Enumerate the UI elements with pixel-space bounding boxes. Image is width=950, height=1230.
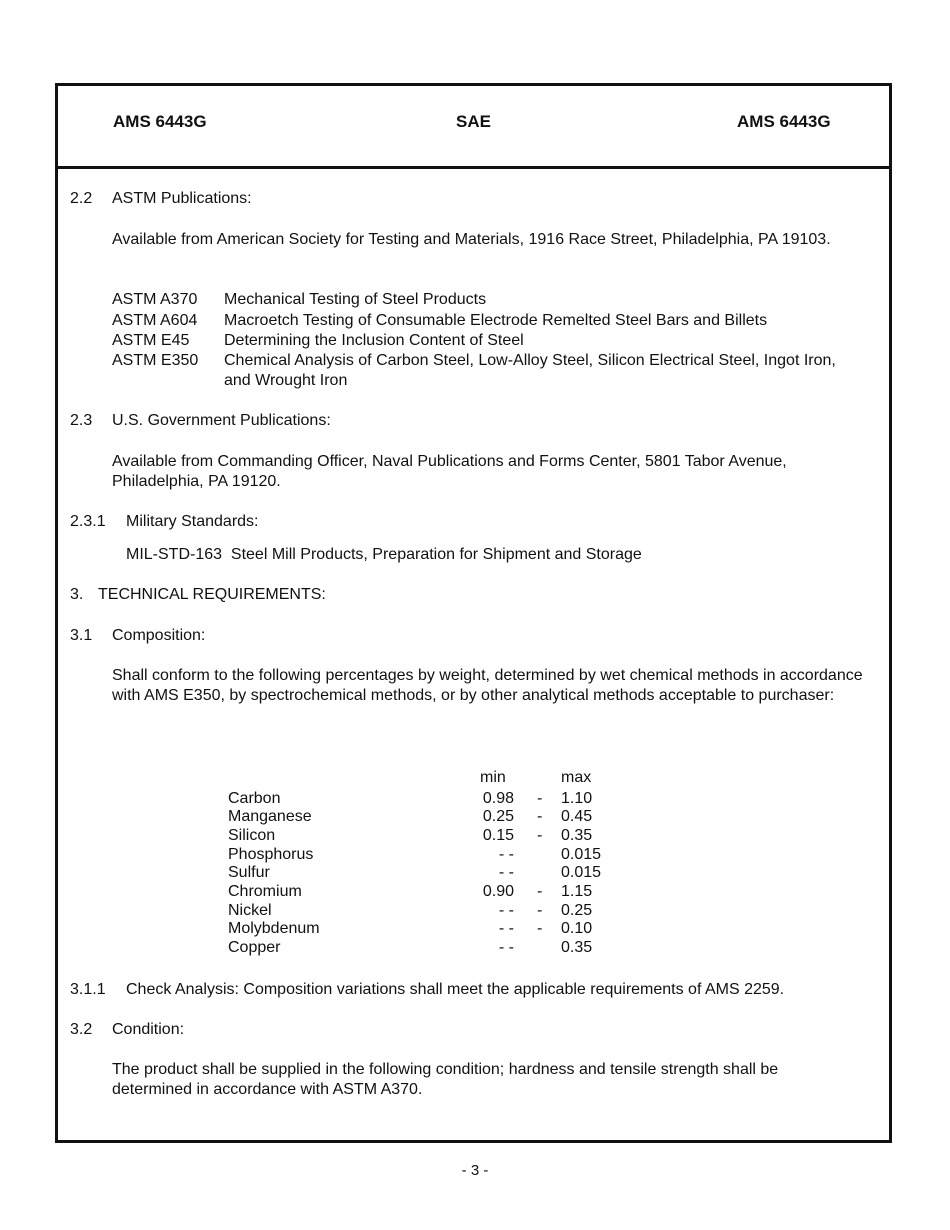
max-value: 0.35 [561, 939, 593, 956]
range-dash: - [537, 883, 543, 900]
max-value: 0.35 [561, 827, 593, 844]
min-value: - - [498, 920, 514, 937]
reference-title: Determining the Inclusion Content of Steel [224, 332, 524, 349]
reference-code: ASTM E350 [112, 352, 199, 369]
min-value: - - [498, 939, 514, 956]
paragraph: Shall conform to the following percentages by weight, determined by wet chemical methods in accordance with AMS E350, by spectrochemical methods, or by other analytical methods acceptable to purchaser: [112, 667, 863, 704]
paragraph: Available from American Society for Testing and Materials, 1916 Race Street, Philadelphia, PA 19103. [112, 231, 831, 248]
reference-title: Chemical Analysis of Carbon Steel, Low-Alloy Steel, Silicon Electrical Steel, Ingot Iron, and Wrought Iron [224, 352, 836, 389]
section-title: U.S. Government Publications: [112, 412, 331, 429]
max-value: 0.10 [561, 920, 593, 937]
section-title: Military Standards: [126, 513, 259, 530]
element-name: Manganese [228, 808, 312, 825]
column-header-min: min [480, 769, 506, 786]
document-header [58, 86, 889, 169]
section-number: 3.1.1 [70, 981, 106, 998]
header-doc-id-right: AMS 6443G [737, 112, 831, 131]
paragraph: The product shall be supplied in the following condition; hardness and tensile strength shall be determined in accordance with ASTM A370. [112, 1061, 779, 1098]
element-name: Phosphorus [228, 846, 314, 863]
section-title: ASTM Publications: [112, 190, 252, 207]
min-value: 0.90 [482, 883, 514, 900]
max-value: 0.015 [561, 864, 602, 881]
reference-code: ASTM A370 [112, 291, 198, 308]
section-title: Composition: [112, 627, 206, 644]
range-dash: - [537, 808, 543, 825]
element-name: Silicon [228, 827, 276, 844]
paragraph: Check Analysis: Composition variations shall meet the applicable requirements of AMS 2259. [126, 981, 785, 998]
reference-line: MIL-STD-163 Steel Mill Products, Preparation for Shipment and Storage [126, 546, 642, 563]
min-value: - - [498, 846, 514, 863]
section-title: TECHNICAL REQUIREMENTS: [98, 586, 326, 603]
max-value: 1.15 [561, 883, 593, 900]
header-doc-id-left: AMS 6443G [113, 112, 207, 131]
range-dash: - [537, 827, 543, 844]
min-value: 0.98 [482, 790, 514, 807]
section-number: 3.2 [70, 1021, 93, 1038]
column-header-max: max [561, 769, 592, 786]
section-number: 2.2 [70, 190, 93, 207]
element-name: Nickel [228, 902, 272, 919]
element-name: Carbon [228, 790, 281, 807]
min-value: 0.15 [482, 827, 514, 844]
reference-code: ASTM A604 [112, 312, 198, 329]
section-number: 3. [70, 586, 84, 603]
range-dash: - [537, 920, 543, 937]
section-number: 3.1 [70, 627, 93, 644]
max-value: 0.45 [561, 808, 593, 825]
element-name: Chromium [228, 883, 302, 900]
header-org: SAE [456, 112, 491, 131]
min-value: - - [498, 864, 514, 881]
max-value: 1.10 [561, 790, 593, 807]
reference-code: ASTM E45 [112, 332, 190, 349]
section-title: Condition: [112, 1021, 185, 1038]
reference-title: Macroetch Testing of Consumable Electrode Remelted Steel Bars and Billets [224, 312, 768, 329]
element-name: Sulfur [228, 864, 270, 881]
page-number: - 3 - [461, 1162, 489, 1179]
element-name: Molybdenum [228, 920, 320, 937]
max-value: 0.25 [561, 902, 593, 919]
range-dash: - [537, 790, 543, 807]
paragraph: Available from Commanding Officer, Naval Publications and Forms Center, 5801 Tabor Avenue, Philadelphia, PA 19120. [112, 453, 787, 490]
range-dash: - [537, 902, 543, 919]
max-value: 0.015 [561, 846, 602, 863]
min-value: 0.25 [482, 808, 514, 825]
reference-title: Mechanical Testing of Steel Products [224, 291, 487, 308]
min-value: - - [498, 902, 514, 919]
element-name: Copper [228, 939, 281, 956]
section-number: 2.3.1 [70, 513, 106, 530]
section-number: 2.3 [70, 412, 93, 429]
